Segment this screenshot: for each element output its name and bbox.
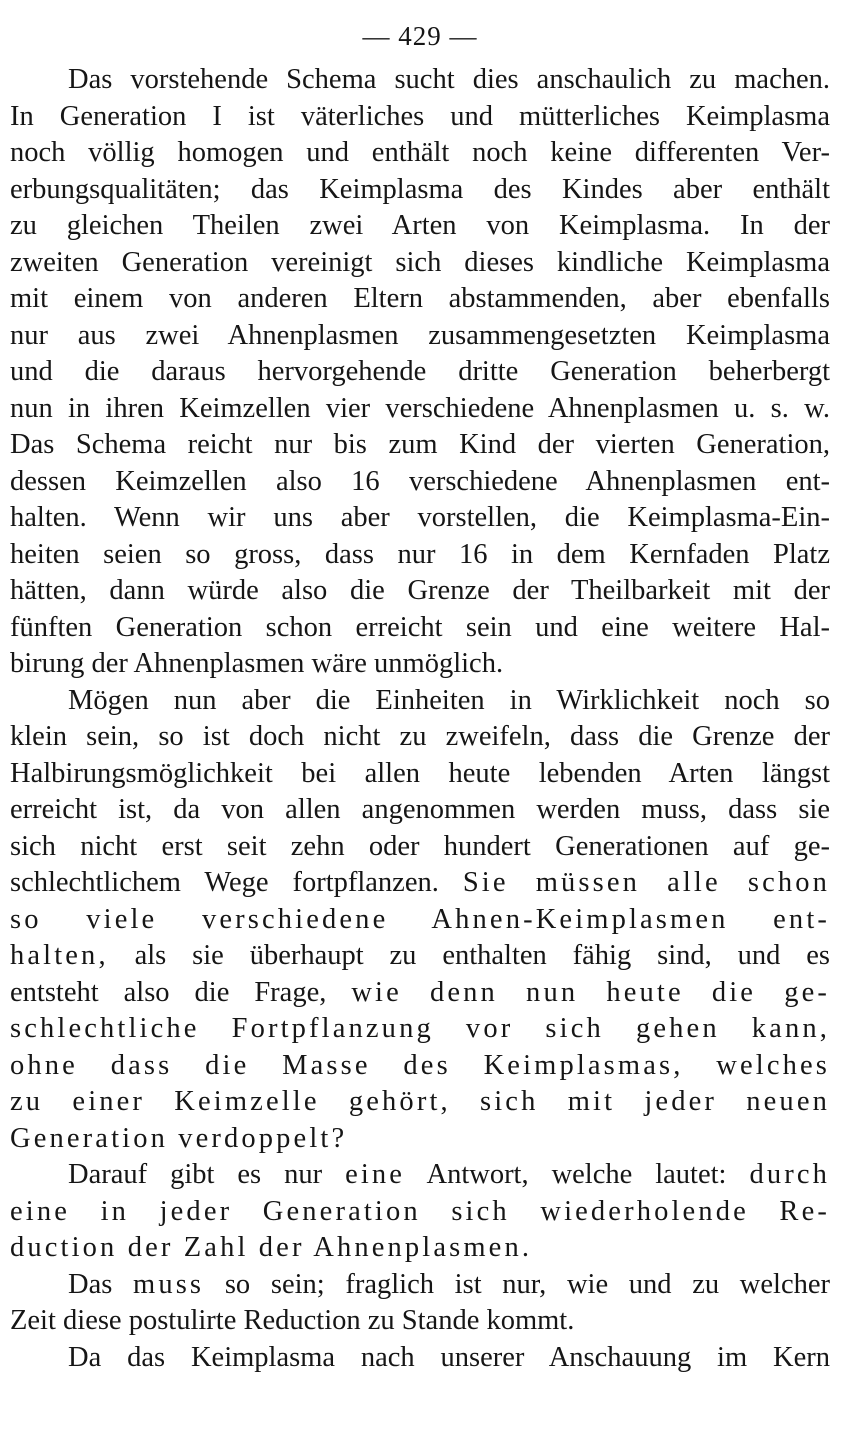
text-line bbox=[10, 281, 830, 318]
text-line bbox=[10, 500, 830, 537]
text-segment: In Generation I ist väterliches und mütterliches Keimplasma bbox=[10, 100, 830, 132]
emphasized-text: eine bbox=[345, 1159, 406, 1190]
text-line bbox=[10, 208, 830, 245]
text-line bbox=[10, 1048, 830, 1085]
text-line bbox=[10, 610, 830, 647]
text-line bbox=[10, 1121, 830, 1158]
text-line bbox=[10, 1194, 830, 1231]
text-line bbox=[10, 938, 830, 975]
text-line bbox=[10, 573, 830, 610]
text-line bbox=[10, 902, 830, 939]
text-segment: zu gleichen Theilen zwei Arten von Keimplasma. In der bbox=[10, 210, 830, 241]
text-segment: Zeit diese postulirte Reduction zu Stande kommt. bbox=[10, 1305, 575, 1336]
text-segment: Da das Keimplasma nach unserer Anschauung im Kern bbox=[68, 1341, 830, 1373]
text-segment: dessen Keimzellen also 16 verschiedene Ahnenplasmen ent- bbox=[10, 465, 830, 497]
text-segment: birung der Ahnenplasmen wäre unmöglich. bbox=[10, 648, 504, 679]
text-line bbox=[10, 1303, 830, 1340]
text-line bbox=[10, 1230, 830, 1267]
text-segment: hätten, dann würde also die Grenze der Theilbarkeit mit der bbox=[10, 575, 830, 606]
text-segment: erreicht ist, da von allen angenommen werden muss, dass sie bbox=[10, 794, 830, 825]
emphasized-text: eine in jeder Generation sich wiederholende Re- bbox=[10, 1195, 830, 1227]
emphasized-text: so viele verschiedene Ahnen-Keimplasmen ent- bbox=[10, 903, 830, 935]
book-page bbox=[10, 16, 830, 1376]
text-segment: Halbirungsmöglichkeit bei allen heute lebenden Arten längst bbox=[10, 757, 830, 789]
text-line bbox=[10, 172, 830, 209]
text-segment: heiten seien so gross, dass nur 16 in dem Kernfaden Platz bbox=[10, 538, 830, 570]
text-segment: zweiten Generation vereinigt sich dieses kindliche Keimplasma bbox=[10, 246, 830, 278]
text-segment: fünften Generation schon erreicht sein und eine weitere Hal- bbox=[10, 611, 830, 643]
text-line bbox=[10, 1084, 830, 1121]
text-line bbox=[10, 646, 830, 683]
text-line bbox=[10, 318, 830, 355]
text-line bbox=[10, 975, 830, 1012]
text-line bbox=[10, 99, 830, 136]
text-line bbox=[10, 1011, 830, 1048]
text-segment: Mögen nun aber die Einheiten in Wirklichkeit noch so bbox=[68, 684, 830, 716]
text-line bbox=[10, 354, 830, 391]
text-line bbox=[10, 683, 830, 720]
text-line bbox=[10, 829, 830, 866]
text-line bbox=[10, 427, 830, 464]
text-segment: als sie überhaupt zu enthalten fähig sind, und es bbox=[134, 940, 830, 971]
text-segment: entsteht also die Frage, bbox=[10, 976, 327, 1008]
text-segment: Das vorstehende Schema sucht dies anschaulich zu machen. bbox=[68, 64, 830, 95]
text-line bbox=[10, 1340, 830, 1377]
text-segment: mit einem von anderen Eltern abstammenden, aber ebenfalls bbox=[10, 283, 830, 314]
emphasized-text: Generation verdoppelt? bbox=[10, 1122, 348, 1154]
text-line bbox=[10, 245, 830, 282]
text-line bbox=[10, 537, 830, 574]
text-segment: nun in ihren Keimzellen vier verschiedene Ahnenplasmen u. s. w. bbox=[10, 392, 830, 424]
text-line bbox=[10, 391, 830, 428]
text-segment: Antwort, welche lautet: bbox=[426, 1159, 727, 1190]
text-line bbox=[10, 464, 830, 501]
emphasized-text: durch bbox=[749, 1159, 831, 1190]
text-segment: noch völlig homogen und enthält noch keine differenten Ver- bbox=[10, 137, 830, 168]
emphasized-text: ohne dass die Masse des Keimplasmas, welches bbox=[10, 1049, 830, 1081]
text-segment: Darauf gibt es nur bbox=[68, 1159, 323, 1190]
emphasized-text: zu einer Keimzelle gehört, sich mit jeder neuen bbox=[10, 1086, 830, 1117]
text-line bbox=[10, 1157, 830, 1194]
text-line bbox=[10, 62, 830, 99]
text-segment: klein sein, so ist doch nicht zu zweifeln, dass die Grenze der bbox=[10, 721, 830, 752]
text-line bbox=[10, 1267, 830, 1304]
text-segment: halten. Wenn wir uns aber vorstellen, die Keimplasma-Ein- bbox=[10, 502, 830, 533]
text-segment: und die daraus hervorgehende dritte Generation beherbergt bbox=[10, 356, 830, 387]
text-line bbox=[10, 135, 830, 172]
text-segment: schlechtlichem Wege fortpflanzen. bbox=[10, 867, 439, 898]
text-segment: nur aus zwei Ahnenplasmen zusammengesetzten Keimplasma bbox=[10, 319, 830, 351]
text-line bbox=[10, 719, 830, 756]
emphasized-text: duction der Zahl der Ahnenplasmen. bbox=[10, 1232, 533, 1263]
text-line bbox=[10, 792, 830, 829]
text-segment: Das bbox=[68, 1268, 113, 1300]
emphasized-text: schlechtliche Fortpflanzung vor sich gehen kann, bbox=[10, 1013, 830, 1044]
emphasized-text: wie denn nun heute die ge- bbox=[351, 976, 830, 1008]
text-segment: erbungsqualitäten; das Keimplasma des Kindes aber enthält bbox=[10, 173, 830, 205]
emphasized-text: Sie müssen alle schon bbox=[462, 867, 831, 898]
emphasized-text: muss bbox=[133, 1268, 205, 1300]
text-segment: sich nicht erst seit zehn oder hundert Generationen auf ge- bbox=[10, 830, 830, 862]
body-text bbox=[10, 62, 830, 1376]
emphasized-text: halten, bbox=[10, 940, 109, 971]
text-line bbox=[10, 756, 830, 793]
text-segment: so sein; fraglich ist nur, wie und zu welcher bbox=[224, 1268, 830, 1300]
text-line bbox=[10, 865, 830, 902]
text-segment: Das Schema reicht nur bis zum Kind der vierten Generation, bbox=[10, 429, 830, 460]
page-number: — 429 — bbox=[362, 21, 478, 51]
